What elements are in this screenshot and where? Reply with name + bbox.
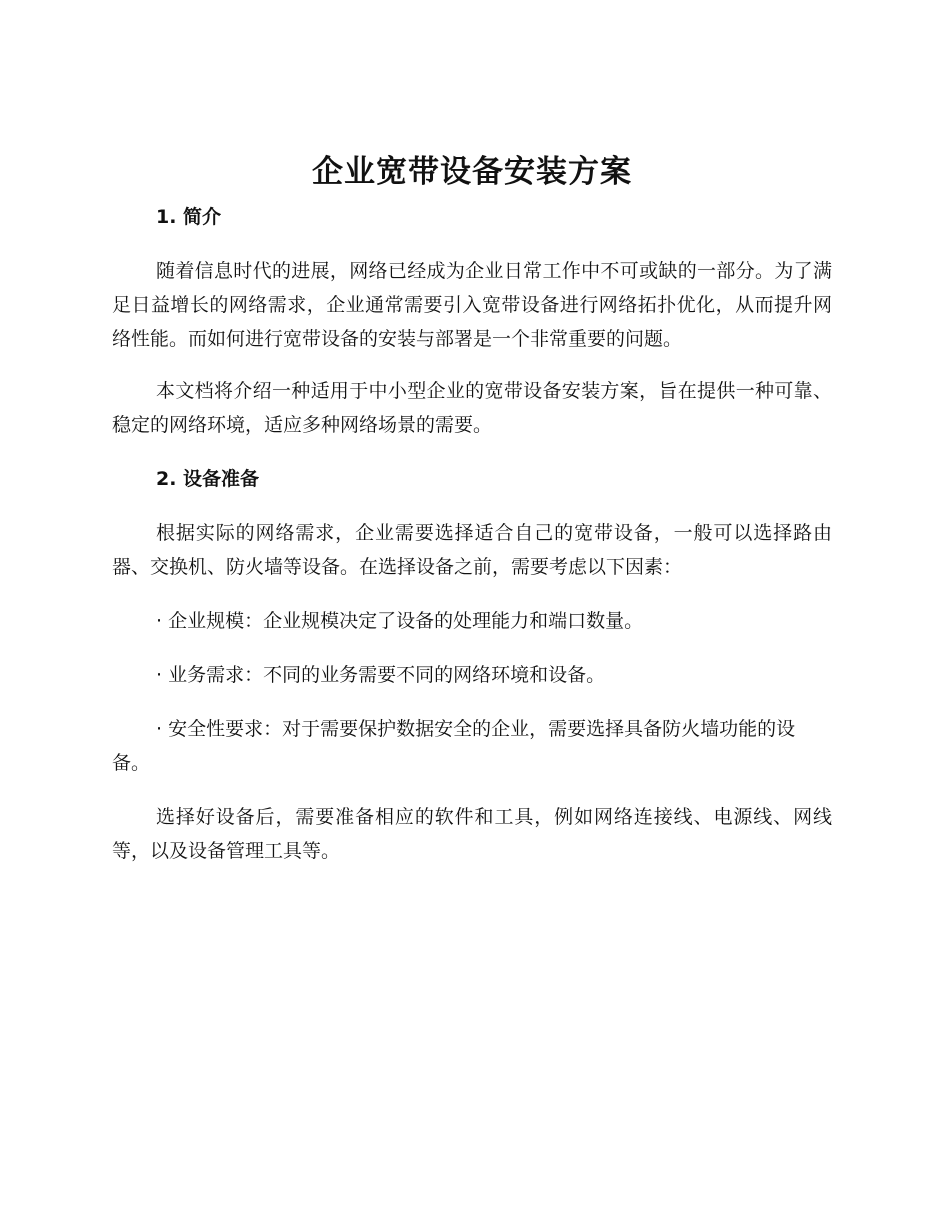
bullet-item-scale: · 企业规模：企业规模决定了设备的处理能力和端口数量。 [156,610,644,632]
equipment-closing-paragraph: 选择好设备后，需要准备相应的软件和工具，例如网络连接线、电源线、网线等，以及设备管理工具等。 [112,806,832,862]
section-heading-intro: 1. 简介 [156,206,222,228]
bullet-item-security: · 安全性要求：对于需要保护数据安全的企业，需要选择具备防火墙功能的设备。 [112,718,796,774]
intro-paragraph-1: 随着信息时代的进展，网络已经成为企业日常工作中不可或缺的一部分。为了满足日益增长的网络需求，企业通常需要引入宽带设备进行网络拓扑优化，从而提升网络性能。而如何进行宽带设备的安装与部署是一个非常重要的问题。 [112,260,832,350]
intro-paragraph-2: 本文档将介绍一种适用于中小型企业的宽带设备安装方案，旨在提供一种可靠、稳定的网络环境，适应多种网络场景的需要。 [112,380,832,436]
equipment-intro-paragraph: 根据实际的网络需求，企业需要选择适合自己的宽带设备，一般可以选择路由器、交换机、防火墙等设备。在选择设备之前，需要考虑以下因素： [112,522,832,578]
bullet-item-business: · 业务需求：不同的业务需要不同的网络环境和设备。 [156,664,606,686]
document-title: 企业宽带设备安装方案 [312,154,632,190]
section-heading-equipment: 2. 设备准备 [156,468,260,490]
document-page [112,150,832,868]
